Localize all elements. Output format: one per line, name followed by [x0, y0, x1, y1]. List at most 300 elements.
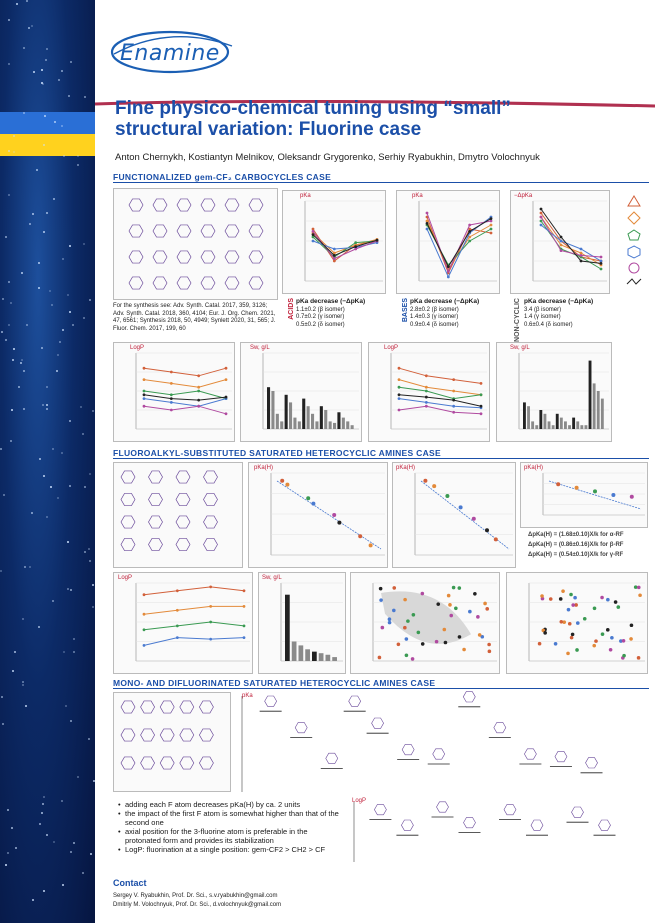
- star: [41, 812, 43, 814]
- scatter-point: [483, 602, 487, 606]
- ring-structure: [153, 199, 167, 211]
- star: [65, 705, 67, 707]
- star: [84, 486, 86, 488]
- scatter-point: [488, 650, 492, 654]
- star: [73, 651, 75, 653]
- star: [89, 473, 91, 475]
- label-pka-ladder: pKa: [242, 693, 253, 699]
- series-point: [354, 248, 357, 251]
- bar: [315, 421, 318, 429]
- ring-structure: [201, 251, 215, 263]
- bar: [601, 399, 604, 429]
- scatter-point: [452, 586, 456, 590]
- bar: [535, 425, 538, 429]
- ring-structure: [177, 251, 191, 263]
- section-heading-mono-difluorinated: MONO- AND DIFLUORINATED SATURATED HETEROCYCLIC AMINES CASE: [113, 678, 649, 689]
- series-line: [541, 217, 601, 257]
- star: [53, 841, 55, 843]
- series-point: [426, 212, 429, 215]
- chart-sw-3: [258, 572, 346, 674]
- ring-structure: [225, 277, 239, 289]
- starfield-band: [0, 0, 95, 923]
- ring-structure: [201, 225, 215, 237]
- scatter-point: [540, 594, 544, 598]
- authors: Anton Chernykh, Kostiantyn Melnikov, Oleksandr Grygorenko, Serhiy Ryabukhin, Dmytro Volochnyuk: [115, 152, 540, 163]
- scatter-point: [436, 602, 440, 606]
- series-point: [170, 397, 173, 400]
- series-point: [143, 397, 146, 400]
- star: [41, 347, 43, 349]
- scatter-point: [638, 593, 642, 597]
- ladder-molecule: [531, 820, 543, 830]
- series-point: [376, 239, 379, 242]
- bar: [285, 595, 290, 661]
- finding-3: • axial position for the 3-fluorine atom is preferable in the protonated form and provides its stabilization: [118, 827, 343, 845]
- label-sw-3: Sw, g/L: [262, 575, 282, 581]
- acids-decrease-header: pKa decrease (−ΔpKa): [296, 298, 366, 305]
- title-line-1: Fine physico-chemical tuning using “small”: [115, 98, 511, 119]
- ring-structure: [180, 757, 194, 769]
- scatter-point: [485, 607, 489, 611]
- scatter-point: [449, 614, 453, 618]
- series-point: [426, 228, 429, 231]
- scatter-point: [476, 615, 480, 619]
- star: [61, 452, 63, 454]
- bar: [539, 410, 542, 429]
- key-findings: [118, 800, 343, 854]
- scatter-point: [406, 619, 410, 623]
- star: [56, 370, 58, 372]
- label-pkah-3: pKa(H): [524, 465, 544, 471]
- data-point: [432, 484, 436, 488]
- star: [88, 738, 90, 740]
- scatter-point: [575, 648, 579, 652]
- scatter-point: [403, 598, 407, 602]
- ladder-molecule: [401, 820, 413, 830]
- structures-drawing: [114, 189, 279, 301]
- noncyclic-dpka-chart: [511, 191, 611, 295]
- series-point: [225, 378, 228, 381]
- star: [14, 651, 16, 653]
- scatter-point: [454, 607, 458, 611]
- label-pka-base: pKa: [412, 193, 423, 199]
- pkah-chart-3: [521, 463, 649, 529]
- sw-chart-3: [259, 573, 347, 675]
- ring-structure: [121, 757, 135, 769]
- ring-structure: [180, 729, 194, 741]
- references: For the synthesis see: Adv. Synth. Catal. 2017, 359, 3126; Adv. Synth. Catal. 2018, 360, 4104; Eur. J. Org. Chem. 2021, 47, 6561; Synthesis 2018, 50, 4949; Synlett 2020, 31, 565; J. Fluor. Chem. 2017, 199, 60: [113, 303, 276, 332]
- star: [38, 287, 40, 289]
- ring-structure: [225, 199, 239, 211]
- star: [46, 408, 48, 410]
- series-line: [144, 606, 244, 614]
- star: [7, 809, 9, 811]
- star: [53, 198, 55, 200]
- bar: [319, 653, 324, 661]
- data-point: [472, 517, 476, 521]
- label-sw-2: Sw, g/L: [510, 345, 530, 351]
- series-point: [170, 401, 173, 404]
- series-point: [225, 412, 228, 415]
- series-point: [209, 638, 212, 641]
- star: [45, 59, 47, 61]
- series-line: [399, 368, 481, 383]
- chart-scatter-2: [506, 572, 648, 674]
- bar: [342, 418, 345, 429]
- star: [11, 409, 13, 411]
- base-pka-chart: [397, 191, 501, 295]
- series-point: [560, 244, 563, 247]
- chart-acids-pka: [282, 190, 386, 294]
- series-point: [560, 236, 563, 239]
- data-point: [423, 479, 427, 483]
- series-point: [176, 625, 179, 628]
- scatter-point: [392, 609, 396, 613]
- series-line: [144, 587, 244, 595]
- series-point: [452, 378, 455, 381]
- series-point: [452, 405, 455, 408]
- star: [21, 272, 23, 274]
- star: [38, 262, 40, 264]
- data-point: [485, 528, 489, 532]
- star: [61, 800, 63, 802]
- ring-structure: [129, 199, 143, 211]
- star: [77, 155, 79, 157]
- rule-gamma: ΔpKa(H) = (0.54±0.10)X/k for γ-RF: [528, 552, 624, 558]
- fluoroalkyl-structures-drawing: [114, 463, 244, 569]
- star: [39, 458, 41, 460]
- scatter-point: [622, 639, 626, 643]
- star: [7, 852, 9, 854]
- star: [68, 95, 70, 97]
- series-point: [490, 220, 493, 223]
- scatter-point: [381, 626, 385, 630]
- series-point: [480, 412, 483, 415]
- series-point: [452, 390, 455, 393]
- ladder-molecule: [586, 758, 598, 768]
- scatter-point: [559, 597, 563, 601]
- scatter-point: [559, 620, 563, 624]
- star: [49, 290, 51, 292]
- scatter-chart-1: [351, 573, 501, 675]
- scatter-point: [549, 597, 553, 601]
- amide-sw-chart: [497, 343, 613, 443]
- scatter-point: [421, 592, 425, 596]
- bar: [346, 421, 349, 429]
- trend-line: [549, 481, 641, 509]
- ring-structure: [149, 493, 163, 505]
- series-point: [600, 268, 603, 271]
- series-point: [354, 241, 357, 244]
- scatter-point: [570, 636, 574, 640]
- ring-structure: [176, 538, 190, 550]
- ring-structure: [225, 251, 239, 263]
- ring-structure: [160, 729, 174, 741]
- noncyclic-beta: 3.4 (β isomer): [524, 306, 562, 313]
- series-point: [170, 409, 173, 412]
- star: [12, 359, 14, 361]
- series-point: [447, 265, 450, 268]
- scatter-chart-2: [507, 573, 649, 675]
- series-point: [170, 371, 173, 374]
- scatter-point: [606, 628, 610, 632]
- bar: [589, 361, 592, 429]
- scatter-point: [478, 633, 482, 637]
- chart-amide-sw: [496, 342, 612, 442]
- scatter-point: [392, 586, 396, 590]
- star: [57, 497, 59, 499]
- star: [62, 884, 64, 886]
- pka-ladder-diagram: [236, 690, 648, 798]
- series-point: [143, 593, 146, 596]
- series-point: [560, 240, 563, 243]
- star: [80, 406, 82, 408]
- scatter-point: [566, 652, 570, 656]
- noncyclic-decrease-header: pKa decrease (−ΔpKa): [524, 298, 594, 305]
- series-point: [425, 401, 428, 404]
- bar: [556, 414, 559, 429]
- star: [84, 96, 86, 98]
- star: [73, 842, 75, 844]
- chart-scatter-1: [350, 572, 500, 674]
- star: [2, 298, 4, 300]
- series-point: [243, 589, 246, 592]
- star: [50, 486, 52, 488]
- series-point: [209, 621, 212, 624]
- ladder-molecule: [463, 692, 475, 702]
- bar: [289, 402, 292, 429]
- scatter-point: [397, 643, 401, 647]
- bar: [585, 425, 588, 429]
- series-point: [426, 220, 429, 223]
- star: [16, 3, 18, 5]
- label-pka-acid: pKa: [300, 193, 311, 199]
- bar: [326, 655, 331, 661]
- ring-structure: [149, 516, 163, 528]
- star: [8, 324, 10, 326]
- contact-block: [113, 892, 281, 910]
- series-point: [540, 208, 543, 211]
- scatter-point: [554, 642, 558, 646]
- series-point: [143, 390, 146, 393]
- star: [69, 311, 71, 313]
- star: [5, 864, 7, 866]
- series-point: [580, 248, 583, 251]
- scatter-point: [411, 657, 415, 661]
- series-point: [143, 613, 146, 616]
- series-point: [490, 228, 493, 231]
- label-pkah-1: pKa(H): [254, 465, 274, 471]
- ladder-molecule: [295, 722, 307, 732]
- star: [83, 243, 85, 245]
- series-point: [243, 605, 246, 608]
- title-line-2: structural variation: Fluorine case: [115, 119, 422, 140]
- series-point: [600, 260, 603, 263]
- bar: [280, 421, 283, 429]
- series-point: [143, 628, 146, 631]
- data-point: [306, 496, 310, 500]
- star: [44, 115, 46, 117]
- acids-beta: 1.1±0.2 (β isomer): [296, 306, 345, 313]
- series-point: [540, 220, 543, 223]
- bar: [320, 406, 323, 429]
- series-point: [225, 396, 228, 399]
- contact-volochnyuk: Dmitriy M. Volochnyuk, Prof. Dr. Sci., d.volochnyuk@gmail.com: [113, 902, 282, 908]
- series-point: [447, 276, 450, 279]
- ladder-molecule: [504, 804, 516, 814]
- ring-structure: [204, 493, 218, 505]
- ring-structure: [204, 516, 218, 528]
- chart-pkah-1: [248, 462, 388, 568]
- scatter-point: [378, 656, 382, 660]
- series-line: [144, 380, 226, 388]
- ring-structure: [129, 251, 143, 263]
- ring-structure: [176, 471, 190, 483]
- series-point: [490, 232, 493, 235]
- ladder-molecule: [349, 696, 361, 706]
- scatter-point: [593, 606, 597, 610]
- ring-structure: [121, 493, 135, 505]
- star: [82, 433, 84, 435]
- ladder-molecule: [326, 753, 338, 763]
- star: [67, 294, 69, 296]
- ring-structure: [149, 538, 163, 550]
- bar: [593, 383, 596, 429]
- scatter-point: [462, 648, 466, 652]
- scatter-point: [594, 639, 598, 643]
- star: [15, 847, 17, 849]
- series-point: [333, 257, 336, 260]
- noncyclic-gamma: 1.4 (γ isomer): [524, 314, 561, 320]
- star: [23, 408, 25, 410]
- scatter-point: [435, 640, 439, 644]
- data-point: [630, 495, 634, 499]
- scatter-point: [388, 621, 392, 625]
- star: [22, 684, 24, 686]
- series-point: [398, 397, 401, 400]
- scatter-point: [573, 596, 577, 600]
- scatter-point: [443, 628, 447, 632]
- series-point: [176, 636, 179, 639]
- bar: [572, 418, 575, 429]
- ring-structure: [199, 729, 213, 741]
- star: [46, 834, 48, 836]
- ring-structure: [204, 471, 218, 483]
- ring-structure: [177, 225, 191, 237]
- scatter-point: [634, 585, 638, 589]
- ring-structure: [141, 729, 155, 741]
- ring-structure: [160, 701, 174, 713]
- series-point: [312, 240, 315, 243]
- star: [10, 302, 12, 304]
- ring-structure: [129, 225, 143, 237]
- scatter-point: [567, 608, 571, 612]
- star: [43, 231, 45, 233]
- star: [39, 823, 41, 825]
- bar: [312, 652, 317, 661]
- series-point: [490, 217, 493, 220]
- scatter-point: [571, 633, 575, 637]
- bar: [332, 657, 337, 661]
- bar: [552, 425, 555, 429]
- ring-structure: [201, 199, 215, 211]
- scatter-point: [576, 621, 580, 625]
- ring-structure: [201, 277, 215, 289]
- star: [92, 606, 94, 608]
- bar: [292, 642, 297, 662]
- series-line: [427, 221, 491, 269]
- data-point: [459, 505, 463, 509]
- series-point: [354, 245, 357, 248]
- star: [67, 541, 69, 543]
- delta-pka-rules: [528, 530, 648, 560]
- series-point: [426, 222, 429, 225]
- star: [70, 61, 72, 63]
- star: [46, 48, 48, 50]
- star: [89, 299, 91, 301]
- star: [0, 448, 2, 450]
- star: [41, 69, 43, 71]
- series-point: [197, 390, 200, 393]
- scatter-point: [417, 631, 421, 635]
- ladder-molecule: [372, 718, 384, 728]
- series-point: [143, 393, 146, 396]
- star: [67, 588, 69, 590]
- series-point: [176, 589, 179, 592]
- data-point: [358, 534, 362, 538]
- star: [63, 651, 65, 653]
- contact-ryabukhin: Sergey V. Ryabukhin, Prof. Dr. Sci., s.v.ryabukhin@gmail.com: [113, 893, 278, 899]
- bar: [523, 402, 526, 429]
- series-point: [398, 367, 401, 370]
- series-point: [312, 228, 315, 231]
- series-point: [447, 270, 450, 273]
- star: [8, 19, 10, 21]
- series-point: [398, 393, 401, 396]
- label-neg-dpka: −ΔpKa: [514, 193, 533, 199]
- series-line: [427, 217, 491, 273]
- star: [88, 548, 90, 550]
- star: [69, 485, 71, 487]
- star: [8, 281, 10, 283]
- star: [8, 194, 10, 196]
- series-point: [209, 586, 212, 589]
- label-logp-2: LogP: [384, 345, 399, 351]
- series-point: [540, 212, 543, 215]
- star: [43, 890, 45, 892]
- star: [26, 0, 28, 2]
- noncyclic-tag: NON-CYCLIC: [514, 298, 521, 342]
- series-point: [225, 367, 228, 370]
- scatter-point: [444, 641, 448, 645]
- scatter-point: [583, 617, 587, 621]
- section-heading-carbocycles: FUNCTIONALIZED gem-CF₂ CARBOCYCLES CASE: [113, 172, 649, 183]
- star: [72, 324, 74, 326]
- bar: [324, 410, 327, 429]
- ring-structure: [121, 729, 135, 741]
- scatter-point: [448, 603, 452, 607]
- star: [1, 696, 3, 698]
- star: [29, 566, 31, 568]
- star: [84, 551, 86, 553]
- ring-structure: [249, 251, 263, 263]
- bar: [597, 391, 600, 429]
- heterocycle-structures-drawing: [114, 693, 232, 793]
- scatter-point: [379, 587, 383, 591]
- scatter-point: [609, 648, 613, 652]
- acids-gamma: 0.7±0.2 (γ isomer): [296, 314, 345, 320]
- acids-tag: ACIDS: [288, 298, 295, 320]
